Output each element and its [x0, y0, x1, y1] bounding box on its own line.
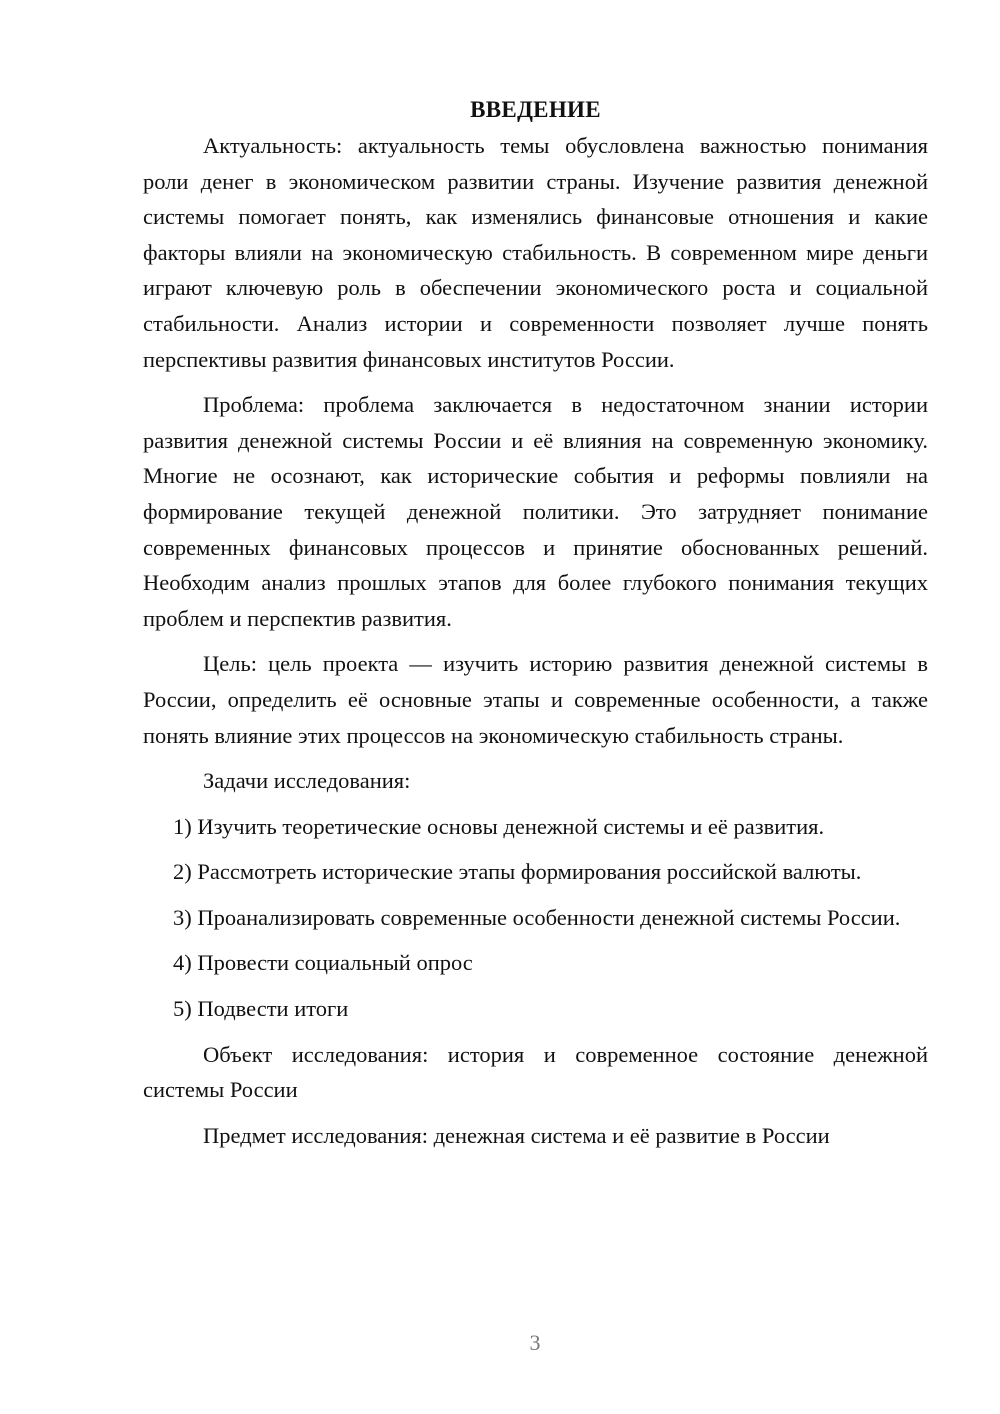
task-item-5: 5) Подвести итоги [173, 996, 349, 1022]
task-item-2: 2) Рассмотреть исторические этапы формирования российской валюты. [173, 859, 862, 885]
problem-paragraph: Проблема: проблема заключается в недостаточном знании истории развития денежной системы России и её влияния на современную экономику. Многие не осознают, как исторические события и реформы повлияли на формирование текущей денежной политики. Это затрудняет понимание современных финансовых процессов и принятие обоснованных решений. Необходим анализ прошлых этапов для более глубокого понимания текущих проблем и перспектив развития. [143, 392, 928, 631]
page-content [143, 92, 928, 1163]
page-title: ВВЕДЕНИЕ [470, 97, 601, 122]
tasks-heading: Задачи исследования: [203, 768, 411, 794]
goal-paragraph: Цель: цель проекта — изучить историю развития денежной системы в России, определить её основные этапы и современные особенности, а также понять влияние этих процессов на экономическую стабильность страны. [143, 651, 928, 748]
task-item-4: 4) Провести социальный опрос [173, 950, 473, 976]
object-paragraph: Объект исследования: история и современное состояние денежной системы России [143, 1041, 928, 1103]
subject-paragraph: Предмет исследования: денежная система и её развитие в России [203, 1122, 830, 1148]
task-item-1: 1) Изучить теоретические основы денежной системы и её развития. [173, 813, 825, 839]
relevance-paragraph: Актуальность: актуальность темы обусловлена важностью понимания роли денег в экономическом развитии страны. Изучение развития денежной системы помогает понять, как изменялись финансовые отношения и какие факторы влияли на экономическую стабильность. В современном мире деньги играют ключевую роль в обеспечении экономического роста и социальной стабильности. Анализ истории и современности позволяет лучше понять перспективы развития финансовых институтов России. [143, 133, 928, 372]
page-number: 3 [529, 1330, 541, 1355]
task-item-3: 3) Проанализировать современные особенности денежной системы России. [173, 904, 901, 930]
